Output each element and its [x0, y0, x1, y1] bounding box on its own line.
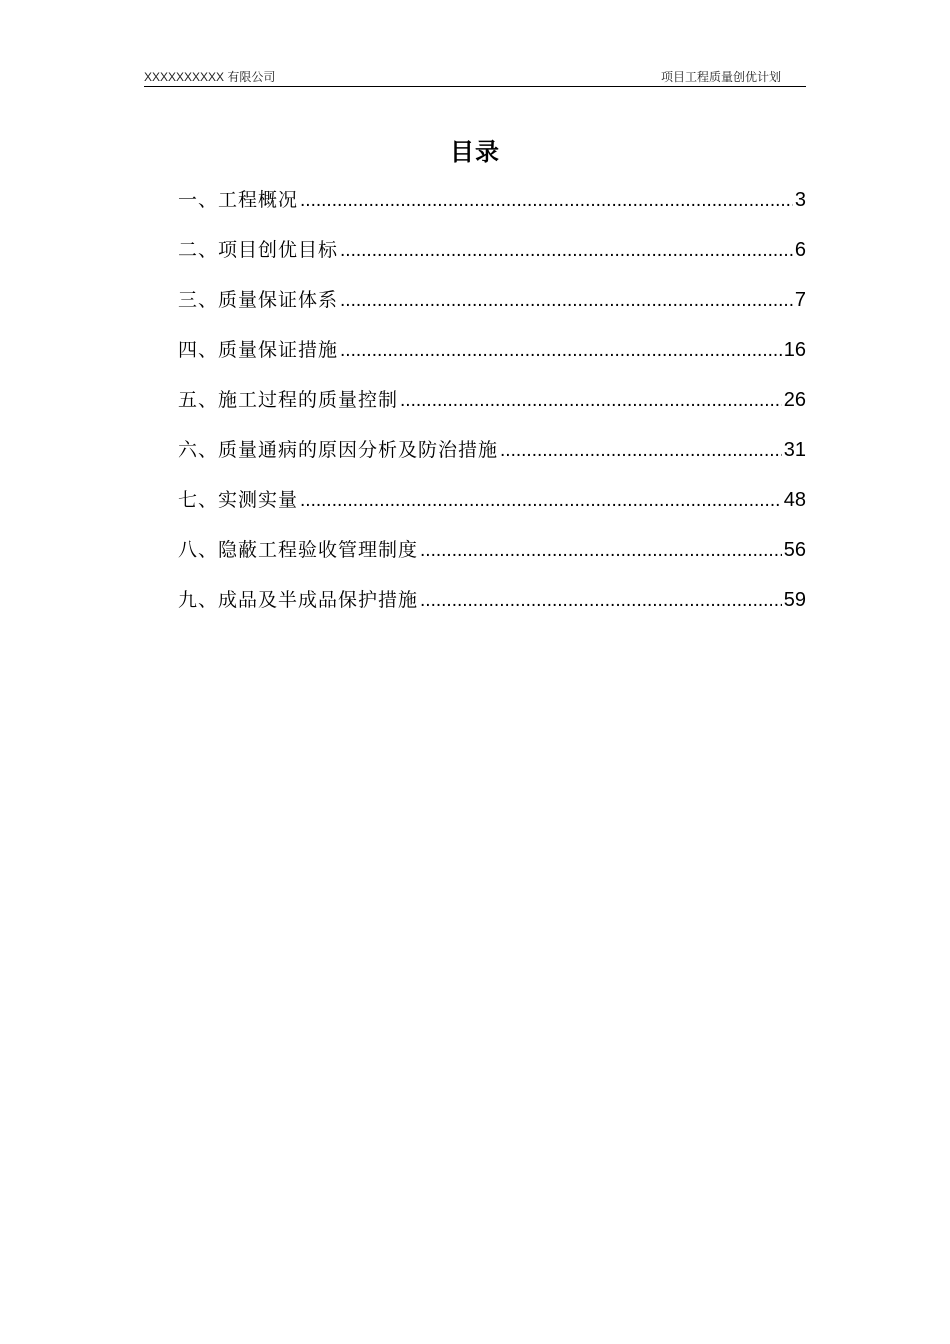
toc-entry-page: 56 — [783, 539, 806, 561]
toc-entry[interactable] — [178, 482, 806, 532]
header-company-name: XXXXXXXXXX 有限公司 — [144, 70, 276, 84]
toc-entry-page: 48 — [783, 489, 806, 511]
toc-dot-leader — [420, 583, 782, 619]
toc-entry-label: 七、实测实量 — [178, 489, 299, 511]
toc-entry-page: 3 — [794, 189, 806, 211]
toc-dot-leader — [300, 483, 782, 519]
toc-title: 目录 — [450, 138, 500, 166]
toc-entry-label: 二、项目创优目标 — [178, 239, 339, 261]
toc-entry-page: 26 — [783, 389, 806, 411]
toc-dot-leader — [340, 233, 793, 269]
toc-entry-page: 7 — [794, 289, 806, 311]
toc-entry-label: 一、工程概况 — [178, 189, 299, 211]
toc-dot-leader — [300, 183, 793, 219]
toc-entry-page: 16 — [783, 339, 806, 361]
toc-entry-label: 四、质量保证措施 — [178, 339, 339, 361]
toc-entry-label: 五、施工过程的质量控制 — [178, 389, 399, 411]
toc-entry-label: 八、隐蔽工程验收管理制度 — [178, 539, 419, 561]
page-header — [144, 66, 806, 87]
toc-entry[interactable] — [178, 432, 806, 482]
toc-entry[interactable] — [178, 232, 806, 282]
toc-entry[interactable] — [178, 532, 806, 582]
toc-entry-label: 九、成品及半成品保护措施 — [178, 589, 419, 611]
toc-entry[interactable] — [178, 582, 806, 632]
toc-dot-leader — [340, 283, 793, 319]
header-document-title: 项目工程质量创优计划 — [660, 70, 781, 84]
toc-entry[interactable] — [178, 382, 806, 432]
toc-dot-leader — [400, 383, 782, 419]
toc-entry-label: 三、质量保证体系 — [178, 289, 339, 311]
toc-entry-page: 59 — [783, 589, 806, 611]
toc-entry-page: 6 — [794, 239, 806, 261]
toc-dot-leader — [420, 533, 782, 569]
toc-entry[interactable] — [178, 282, 806, 332]
toc-entry-page: 31 — [783, 439, 806, 461]
toc-entry[interactable] — [178, 332, 806, 382]
toc-dot-leader — [340, 333, 782, 369]
toc-entry[interactable] — [178, 182, 806, 232]
toc-dot-leader — [500, 433, 782, 469]
toc-entry-label: 六、质量通病的原因分析及防治措施 — [178, 439, 499, 461]
table-of-contents — [178, 182, 806, 632]
